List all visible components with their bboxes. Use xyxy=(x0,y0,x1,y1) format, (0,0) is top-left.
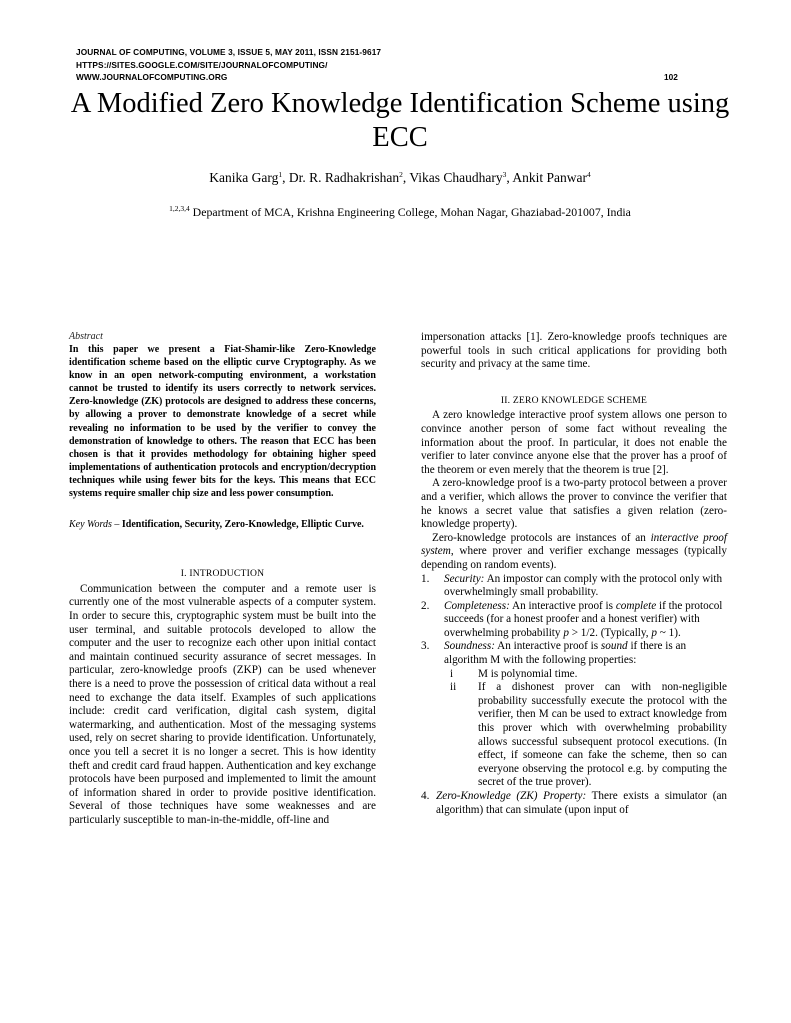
zk-paragraph-3-a: Zero-knowledge protocols are instances of an xyxy=(432,531,651,544)
author-sup: 1 xyxy=(278,170,283,179)
list-emph: sound xyxy=(600,640,628,653)
list-item xyxy=(421,640,727,667)
sub-list-text: M is polynomial time. xyxy=(478,667,578,680)
introduction-text: Communication between the computer and a remote user is currently one of the most vulnerable aspects of a computer system. In order to secure this, cryptographic system must be built into the user terminal, and suitable protocols developed to allow the computer and the user to recognize each other upon initial contact and maintain continued security assurance of secret messages. In particular, zero-knowledge proofs (ZKP) can be used whenever there is a need to prove the possession of critical data without a real need to exchange the data itself. Examples of such applications include: credit card verification, digital cash system, digital watermarking, and authentication. Most of the messaging systems used, rely on secret sharing to provide identification. Unfortunately, once you tell a secret it is no longer a secret. This is how identity theft and credit card fraud happen. Authentication and key exchange protocols have been purposed and implemented to limit the amount of information shared in order to provide positive identification. Several of those techniques have some weaknesses and are particularly susceptible to man-in-the-middle, off-line and xyxy=(69,582,376,826)
sub-list-item xyxy=(444,681,727,790)
list-body: > 1/2. (Typically, xyxy=(568,626,652,639)
journal-header xyxy=(76,46,656,84)
list-body: if the protocol succeeds (for a honest proofer and a honest verifier) with overwhelming probability xyxy=(444,599,723,639)
author-name: Kanika Garg xyxy=(209,170,279,185)
right-column xyxy=(421,331,727,817)
sub-list-number: i xyxy=(450,667,454,680)
list-text xyxy=(444,640,727,667)
list-body: ~ 1). xyxy=(656,626,681,639)
list-number: 4. xyxy=(421,790,430,802)
affiliation xyxy=(30,205,770,220)
list-term: Security: xyxy=(444,572,485,585)
author-name: Vikas Chaudhary xyxy=(409,170,503,185)
list-body: There exists a simulator (an algorithm) that can simulate (upon input of xyxy=(436,790,728,816)
author-sup: 4 xyxy=(587,170,591,179)
left-column xyxy=(69,331,376,828)
sub-list-text: If a dishonest prover can with non-negligible probability successfully execute the protocol with the verifier, then M can be used to extract knowledge from this prover which with overwhelming probability allows successful subsequent protocol executions. (In effect, if someone can fake the scheme, then so can everyone observing the protocol e.g. by computing the secret of the true prover). xyxy=(478,681,727,789)
list-body: if there is an algorithm M with the following properties: xyxy=(444,640,687,667)
section-heading-introduction: I. INTRODUCTION xyxy=(180,568,265,580)
sub-list-item xyxy=(444,668,727,682)
journal-line-3[interactable]: WWW.JOURNALOFCOMPUTING.ORG xyxy=(76,72,228,83)
affiliation-sup: 1,2,3,4 xyxy=(169,204,190,213)
list-text xyxy=(444,600,727,641)
author-sup: 2 xyxy=(399,170,403,179)
list-term: Completeness: xyxy=(444,599,510,612)
author-sup: 3 xyxy=(502,170,507,179)
zk-paragraph-3-b: , where prover and verifier exchange messages (typically depending on random events). xyxy=(421,545,727,571)
list-number: 1. xyxy=(421,572,430,585)
affiliation-text: Department of MCA, Krishna Engineering College, Mohan Nagar, Ghaziabad-201007, India xyxy=(189,205,631,219)
zk-paragraph-3 xyxy=(421,532,727,573)
keywords xyxy=(69,518,376,531)
list-number: 2. xyxy=(421,599,430,612)
keywords-separator: – xyxy=(111,519,122,531)
section-heading-zero-knowledge: II. ZERO KNOWLEDGE SCHEME xyxy=(500,394,648,406)
keywords-label: Key Words xyxy=(69,519,112,531)
abstract-text: In this paper we present a Fiat-Shamir-like Zero-Knowledge identification scheme based on the elliptic curve Cryptography. As we know in an open network-computing environment, a workstation cannot be trusted to identify its users correctly to network services. Zero-knowledge (ZK) protocols are designed to address these concerns, by allowing a prover to demonstrate knowledge of a secret while revealing no information to be used by the verifier to convey the demonstration of knowledge to others. The reason that ECC has been chosen is that it provides methodology for obtaining higher speed implementations of authentication protocols and encryption/decryption techniques while using fewer bits for the keys. This means that ECC systems require smaller chip size and less power consumption. xyxy=(69,344,376,500)
list-emph: p xyxy=(651,626,657,639)
author-name: Ankit Panwar xyxy=(512,170,588,185)
list-item xyxy=(421,573,727,600)
keywords-value: Identification, Security, Zero-Knowledge, Elliptic Curve. xyxy=(121,519,364,531)
list-item xyxy=(421,790,727,817)
zk-paragraph-2: A zero-knowledge proof is a two-party protocol between a prover and a verifier, which allows the prover to convince the verifier that he knows a secret value that satisfies a given relation (zero-knowledge property). xyxy=(421,477,727,531)
list-emph: complete xyxy=(615,599,657,612)
list-emph: p xyxy=(563,626,569,639)
list-body: An interactive proof is xyxy=(509,599,616,612)
list-body: An interactive proof is xyxy=(494,640,601,653)
list-item xyxy=(421,600,727,641)
list-text xyxy=(436,790,727,817)
journal-line-1: JOURNAL OF COMPUTING, VOLUME 3, ISSUE 5, MAY 2011, ISSN 2151-9617 xyxy=(76,47,382,57)
list-body: An impostor can comply with the protocol only with overwhelmingly small probability. xyxy=(444,572,723,599)
zk-paragraph-1: A zero knowledge interactive proof system allows one person to convince another person of some fact without revealing the information about the proof. In particular, it does not enable the verifier to later convince anyone else that the prover has a proof of the theorem or even merely that the theorem is true [2]. xyxy=(421,409,727,476)
list-term: Zero-Knowledge (ZK) Property: xyxy=(436,790,587,802)
sub-list-number: ii xyxy=(450,681,457,694)
abstract-label: Abstract xyxy=(69,331,103,342)
page-number: 102 xyxy=(664,72,678,82)
journal-line-2[interactable]: HTTPS://SITES.GOOGLE.COM/SITE/JOURNALOFCOMPUTING/ xyxy=(76,59,328,70)
list-number: 3. xyxy=(421,640,430,653)
continuation-text: impersonation attacks [1]. Zero-knowledge proofs techniques are powerful tools in such critical applications for providing both security and privacy at the same time. xyxy=(421,331,727,371)
list-text xyxy=(444,573,727,600)
author-name: Dr. R. Radhakrishan xyxy=(288,170,400,185)
author-list: Kanika Garg$^1$, Dr. R. Radhakrishan$^2$, Vikas Chaudhary$^3$, Ankit Panwar$^4$ xyxy=(209,170,591,185)
zk-paragraph-3-em: interactive proof system xyxy=(421,531,727,558)
paper-title: A Modified Zero Knowledge Identification Scheme using ECC xyxy=(70,88,730,153)
property-list xyxy=(421,573,727,818)
list-term: Soundness: xyxy=(444,640,495,653)
